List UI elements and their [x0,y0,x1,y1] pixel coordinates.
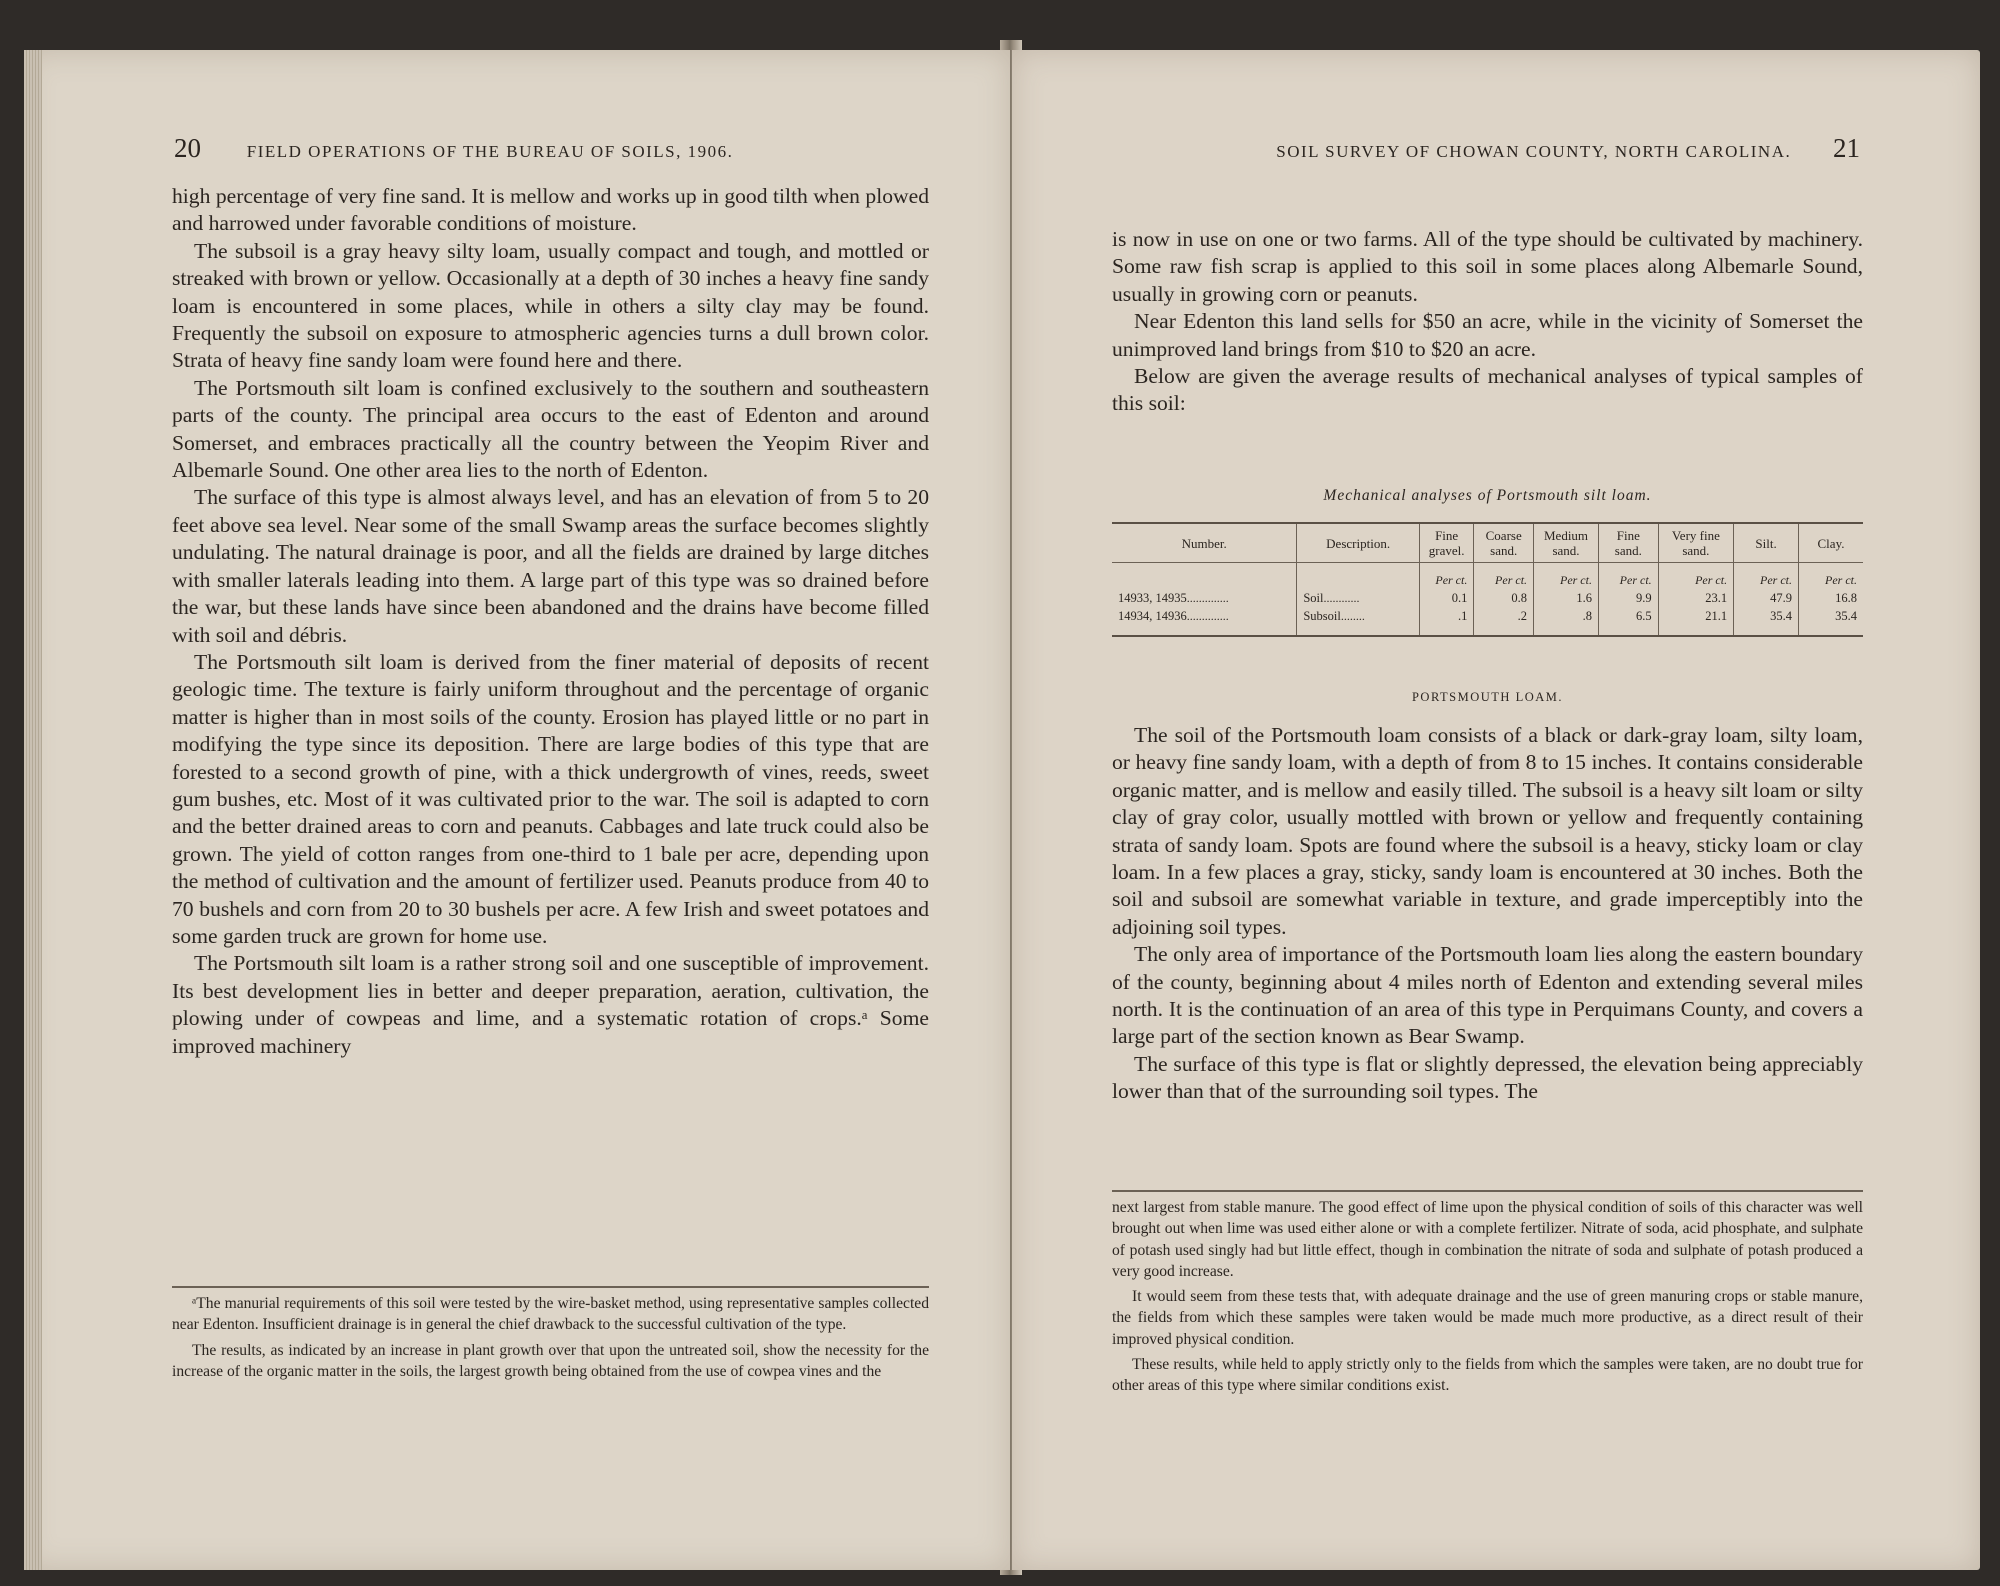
table-cell: Per ct. [1598,563,1658,590]
footnote: It would seem from these tests that, with adequate drainage and the use of green manuring crops or stable manure, the fields from which these samples were taken would be made much more productive, as a direct result of their improved physical condition. [1112,1288,1863,1348]
paragraph: is now in use on one or two farms. All of the type should be cultivated by machinery. Some raw fish scrap is applied to this soil in some places along Albemarle Sound, usually in growing corn or peanuts. [1112,227,1863,306]
cell-text: 14933, 14935 [1118,591,1187,605]
table-cell: 9.9 [1598,589,1658,607]
footnote: next largest from stable manure. The good effect of lime upon the physical condition of soils of this character was well brought out when lime was used either alone or with a complete fertilizer. Nitrate of soda, acid phosphate, and sulphate of potash used singly had but little effect, though in combination the nitrate of soda and sulphate of potash produced a very good increase. [1112,1199,1863,1280]
footnote: These results, while held to apply strictly only to the fields from which the samples were taken, are no doubt true for other areas of this type where similar conditions exist. [1112,1356,1863,1395]
left-footnotes [172,1293,929,1386]
table-cell: Per ct. [1534,563,1599,590]
footnote: The results, as indicated by an increase in plant growth over that upon the untreated soil, show the necessity for the increase of the organic matter in the soils, the largest growth being obtained from the use of cowpea vines and the [172,1341,929,1380]
column-header: Silt. [1734,523,1799,563]
table-cell: 23.1 [1658,589,1733,607]
left-running-head: FIELD OPERATIONS OF THE BUREAU OF SOILS, 1906. [246,142,734,161]
column-header: Coarse sand. [1474,523,1534,563]
left-body-text [172,183,929,1060]
column-header: Number. [1112,523,1297,563]
table-cell: Per ct. [1419,563,1473,590]
right-body-bottom [1112,722,1863,1106]
table-cell: 0.8 [1474,589,1534,607]
table-cell [1112,563,1297,590]
paragraph: The soil of the Portsmouth loam consists of a black or dark-gray loam, silty loam, or heavy fine sandy loam, with a depth of from 8 to 15 inches. It contains considerable organic matter, and is mellow and easily tilled. The subsoil is a heavy silt loam or silty clay of gray color, usually mottled with brown or yellow and frequently containing strata of sandy loam. Spots are found where the subsoil is a heavy, sticky loam or clay loam. In a few places a gray, sticky, sandy loam is encountered at 30 inches. Both the soil and subsoil are somewhat variable in texture, and grade imperceptibly into the adjoining soil types. [1112,723,1863,939]
table-cell: 16.8 [1799,589,1863,607]
table-cell [1112,589,1297,607]
paragraph: The subsoil is a gray heavy silty loam, usually compact and tough, and mottled or streaked with brown or yellow. Occasionally at a depth of 30 inches a heavy fine sandy loam is encountered in some places, while in others a silty clay may be found. Frequently the subsoil on exposure to atmospheric agencies turns a dull brown color. Strata of heavy fine sandy loam were found here and there. [172,238,929,373]
page-edge-stack [24,50,42,1570]
table-cell: 21.1 [1658,607,1733,636]
paragraph: Below are given the average results of mechanical analyses of typical samples of this soil: [1112,364,1863,416]
right-running-header [1188,133,1860,164]
paragraph: Near Edenton this land sells for $50 an acre, while in the vicinity of Somerset the unimproved land brings from $10 to $20 an acre. [1112,309,1863,361]
leader-dots: .............. [1186,591,1229,605]
table-row [1112,589,1863,607]
table-cell: 35.4 [1734,607,1799,636]
right-page [1012,50,1980,1570]
column-header: Very fine sand. [1658,523,1733,563]
units-row [1112,563,1863,590]
cell-text: Subsoil [1303,609,1341,623]
column-header: Fine gravel. [1419,523,1473,563]
cell-text: 14934, 14936 [1118,609,1187,623]
table-cell: .1 [1419,607,1473,636]
paragraph: The Portsmouth silt loam is confined exclusively to the southern and southeastern parts of the county. The principal area occurs to the east of Edenton and around Somerset, and embraces practically all the country between the Yeopim River and Albemarle Sound. One other area lies to the north of Edenton. [172,375,929,483]
paragraph: The Portsmouth silt loam is derived from the finer material of deposits of recent geologic time. The texture is fairly uniform throughout and the percentage of organic matter is higher than in most soils of the county. Erosion has played little or no part in modifying the type since its deposition. There are large bodies of this type that are forested to a second growth of pine, with a thick undergrowth of vines, reeds, sweet gum bushes, etc. Most of it was cultivated prior to the war. The soil is adapted to corn and the better drained areas to corn and peanuts. Cabbages and late truck could also be grown. The yield of cotton ranges from one-third to 1 bale per acre, depending upon the method of cultivation and the amount of fertilizer used. Peanuts produce from 40 to 70 bushels and corn from 20 to 30 bushels per acre. A few Irish and sweet potatoes and some garden truck are grown for home use. [172,649,929,948]
column-header: Clay. [1799,523,1863,563]
left-page-number: 20 [174,133,201,163]
left-page [24,50,1010,1570]
table-cell: 1.6 [1534,589,1599,607]
table-cell: Per ct. [1734,563,1799,590]
table-cell [1112,607,1297,636]
table-cell: Per ct. [1474,563,1534,590]
table-cell: Per ct. [1658,563,1733,590]
table-cell [1297,563,1420,590]
right-running-head: SOIL SURVEY OF CHOWAN COUNTY, NORTH CAROLINA. [1276,142,1792,161]
table-caption: Mechanical analyses of Portsmouth silt loam. [1323,487,1652,504]
table-cell: .8 [1534,607,1599,636]
leader-dots: .............. [1186,609,1229,623]
mechanical-analyses-table [1112,522,1863,637]
right-footnote-rule [1112,1190,1863,1192]
table-cell: 6.5 [1598,607,1658,636]
table-cell: Per ct. [1799,563,1863,590]
table-row [1112,607,1863,636]
footnote: ᵃThe manurial requirements of this soil were tested by the wire-basket method, using representative samples collected near Edenton. Insufficient drainage is in general the chief drawback to the successful cultivation of the type. [172,1295,929,1334]
right-body-top [1112,226,1863,418]
paragraph: The Portsmouth silt loam is a rather strong soil and one susceptible of improvement. Its best development lies in better and deeper preparation, aeration, cultivation, the plowing under of cowpeas and lime, and a systematic rotation of crops.ᵃ Some improved machinery [172,951,929,1058]
column-header: Fine sand. [1598,523,1658,563]
paragraph: high percentage of very fine sand. It is mellow and works up in good tilth when plowed and harrowed under favorable conditions of moisture. [172,184,929,236]
table-header-row [1112,523,1863,563]
right-page-number: 21 [1833,133,1860,163]
column-header: Medium sand. [1534,523,1599,563]
table-cell [1297,589,1420,607]
left-running-header [174,133,974,164]
paragraph: The only area of importance of the Portsmouth loam lies along the eastern boundary of the county, beginning about 4 miles north of Edenton and extending several miles north. It is the continuation of an area of this type in Perquimans County, and covers a large part of the section known as Bear Swamp. [1112,942,1863,1049]
table-cell: 35.4 [1799,607,1863,636]
paragraph: The surface of this type is flat or slightly depressed, the elevation being appreciably lower than that of the surrounding soil types. The [1112,1051,1863,1104]
table-cell: .2 [1474,607,1534,636]
right-footnotes [1112,1197,1863,1401]
table-cell: 0.1 [1419,589,1473,607]
column-header: Description. [1297,523,1420,563]
left-footnote-rule [172,1286,929,1288]
paragraph: The surface of this type is almost always level, and has an elevation of from 5 to 20 feet above sea level. Near some of the small Swamp areas the surface becomes slightly undulating. The natural drainage is poor, and all the fields are drained by large ditches with smaller laterals leading into them. A large part of this type was so drained before the war, but these lands have since been abandoned and the drains have become filled with soil and débris. [172,485,929,647]
section-heading: PORTSMOUTH LOAM. [1411,690,1564,704]
leader-dots: ............ [1323,591,1360,605]
cell-text: Soil [1303,591,1324,605]
table-cell: 47.9 [1734,589,1799,607]
leader-dots: ........ [1340,609,1365,623]
table-cell [1297,607,1420,636]
